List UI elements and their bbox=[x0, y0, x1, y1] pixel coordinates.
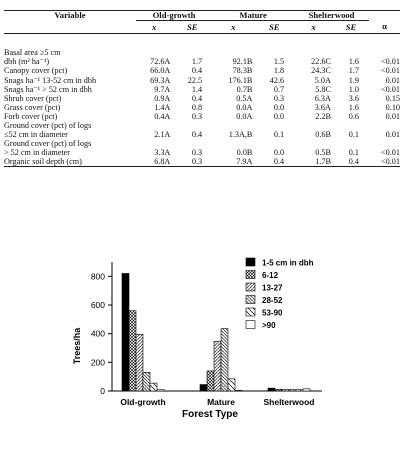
m-se-header: SE bbox=[268, 21, 280, 32]
cell-m-x: 78.3B bbox=[232, 66, 253, 76]
cell-m-x: 0.0A bbox=[236, 102, 253, 112]
cell-s-se: 3.6 bbox=[348, 93, 359, 103]
cell-s-x: 1.7B bbox=[294, 157, 333, 167]
row-label: ≤52 cm in diameter bbox=[4, 129, 68, 139]
table-row bbox=[4, 85, 400, 94]
cell-og-se: 0.4 bbox=[191, 129, 203, 139]
table-row bbox=[4, 121, 400, 130]
y-tick-label: 800 bbox=[90, 271, 105, 282]
cell-m-x: 0.5A bbox=[236, 93, 253, 103]
bar bbox=[228, 379, 235, 391]
cell-og-x: 0.9A bbox=[154, 93, 171, 103]
alpha-header: α bbox=[382, 21, 387, 32]
bar bbox=[221, 329, 228, 391]
s-se-header: SE bbox=[345, 21, 357, 32]
og-se-header: SE bbox=[186, 21, 198, 32]
table-row bbox=[4, 66, 400, 75]
cell-s-se: 1.7 bbox=[348, 66, 359, 76]
cell-s-x: 2.2B bbox=[315, 111, 331, 121]
cell-s-x: 6.3A bbox=[314, 93, 331, 103]
y-axis-label: Trees/ha bbox=[72, 327, 82, 365]
legend-label: >90 bbox=[262, 321, 276, 330]
cell-m-se: 1.8 bbox=[273, 66, 285, 76]
bar bbox=[129, 311, 136, 391]
cell-og-se: 1.7 bbox=[191, 57, 203, 67]
row-label: Canopy cover (pct) bbox=[4, 66, 68, 76]
bar bbox=[214, 342, 221, 391]
cell-m-se: 0.1 bbox=[273, 129, 285, 139]
row-label: Grass cover (pct) bbox=[4, 102, 61, 112]
legend-swatch bbox=[246, 296, 255, 304]
cell-s-se: 0.6 bbox=[348, 111, 359, 121]
cell-alpha: 0.10 bbox=[385, 102, 400, 112]
legend-label: 13-27 bbox=[262, 283, 283, 293]
cell-alpha: <0.01 bbox=[381, 147, 400, 157]
row-label: Ground cover (pct) of logs bbox=[4, 138, 92, 148]
legend-swatch bbox=[246, 271, 255, 279]
bar bbox=[296, 390, 303, 391]
old-growth-header: Old-growth bbox=[136, 11, 212, 21]
y-tick-label: 200 bbox=[90, 357, 105, 368]
legend-label: 53-90 bbox=[262, 308, 283, 318]
cell-s-x: 22.6C bbox=[311, 57, 331, 67]
trees-per-ha-chart bbox=[0, 250, 405, 450]
bar bbox=[303, 389, 310, 391]
cell-m-se: 0.4 bbox=[254, 157, 294, 167]
cell-og-x: 3.3A bbox=[154, 147, 171, 157]
bar bbox=[282, 390, 289, 391]
habitat-variables-table bbox=[4, 10, 400, 167]
cell-m-x: 92.1B bbox=[232, 57, 253, 67]
cell-s-x: 0.6B bbox=[315, 129, 331, 139]
bar bbox=[143, 372, 150, 391]
row-label: Ground cover (pct) of logs bbox=[4, 120, 92, 130]
row-label: dbh (m² ha⁻¹) bbox=[4, 57, 50, 67]
cell-og-se: 0.3 bbox=[191, 147, 203, 157]
m-x-header: x bbox=[231, 21, 236, 32]
cell-og-x: 9.7A bbox=[154, 84, 171, 94]
cell-s-se: 1.6 bbox=[348, 102, 359, 112]
cell-s-se: 0.1 bbox=[348, 129, 359, 139]
bar bbox=[157, 390, 164, 391]
table-row bbox=[4, 48, 400, 57]
bar bbox=[289, 390, 296, 391]
x-axis-label: Forest Type bbox=[182, 409, 238, 420]
cell-s-x: 5.8C bbox=[315, 84, 331, 94]
cell-og-se: 1.4 bbox=[191, 84, 203, 94]
cell-og-x: 66.0A bbox=[150, 66, 171, 76]
cell-og-se: 0.4 bbox=[191, 66, 203, 76]
cell-m-se: 0.0 bbox=[273, 147, 285, 157]
legend-swatch bbox=[246, 283, 255, 291]
table-row bbox=[4, 94, 400, 103]
legend-swatch bbox=[246, 308, 255, 316]
cell-og-x: 1.4A bbox=[154, 102, 171, 112]
cell-og-se: 0.4 bbox=[191, 93, 203, 103]
cell-alpha: 0.01 bbox=[385, 75, 400, 85]
table-row bbox=[4, 148, 400, 157]
legend-label: 28-52 bbox=[262, 296, 283, 305]
cell-og-se: 0.3 bbox=[191, 111, 203, 121]
cell-m-x: 7.9A bbox=[212, 157, 254, 167]
cell-m-se: 0.7 bbox=[273, 84, 285, 94]
cell-s-x: 0.5B bbox=[315, 147, 331, 157]
y-tick-label: 600 bbox=[90, 300, 105, 310]
x-category-label: Old-growth bbox=[120, 397, 166, 407]
cell-og-x: 6.8A bbox=[136, 157, 172, 167]
variable-header: Variable bbox=[54, 10, 86, 21]
cell-s-x: 5.0A bbox=[314, 75, 331, 85]
cell-alpha: 0.15 bbox=[385, 93, 400, 103]
cell-og-x: 2.1A bbox=[154, 129, 171, 139]
table-row bbox=[4, 139, 400, 148]
bar bbox=[275, 389, 282, 391]
cell-alpha: <0.01 bbox=[381, 57, 400, 67]
legend-swatch bbox=[246, 258, 255, 266]
table-row bbox=[4, 57, 400, 66]
row-label: > 52 cm in diameter bbox=[4, 147, 71, 157]
table-row bbox=[4, 112, 400, 121]
bar bbox=[268, 388, 275, 391]
bar bbox=[136, 334, 143, 391]
cell-m-se: 0.0 bbox=[273, 111, 285, 121]
row-label: Organic soil depth (cm) bbox=[4, 157, 136, 167]
cell-m-se: 42.6 bbox=[269, 75, 285, 85]
cell-m-x: 0.7B bbox=[236, 84, 253, 94]
table-row bbox=[4, 103, 400, 112]
cell-alpha: 0.01 bbox=[385, 129, 400, 139]
bar bbox=[200, 385, 207, 391]
table-row bbox=[4, 157, 400, 167]
cell-alpha: <0.01 bbox=[369, 157, 400, 167]
cell-s-se: 1.6 bbox=[348, 57, 359, 67]
shelterwood-header: Shelterwood bbox=[294, 11, 369, 21]
row-label: Snags ha⁻¹ > 52 cm in dbh bbox=[4, 84, 92, 94]
legend-label: 6-12 bbox=[262, 271, 279, 280]
cell-m-x: 1.3A,B bbox=[228, 129, 253, 139]
bar bbox=[207, 371, 214, 391]
cell-s-se: 0.4 bbox=[333, 157, 369, 167]
og-x-header: x bbox=[152, 21, 157, 32]
cell-alpha: <0.01 bbox=[381, 84, 400, 94]
bar bbox=[122, 273, 129, 391]
cell-alpha: 0.01 bbox=[385, 111, 400, 121]
s-x-header: x bbox=[311, 21, 316, 32]
x-category-label: Mature bbox=[207, 397, 235, 407]
row-label: Forb cover (pct) bbox=[4, 111, 58, 121]
table-row bbox=[4, 76, 400, 85]
cell-og-se: 0.8 bbox=[191, 102, 203, 112]
cell-s-se: 1.0 bbox=[348, 84, 359, 94]
cell-s-x: 3.6A bbox=[314, 102, 331, 112]
cell-og-se: 22.5 bbox=[187, 75, 203, 85]
table-row bbox=[4, 130, 400, 139]
y-tick-label: 0 bbox=[100, 386, 105, 396]
cell-og-x: 72.6A bbox=[150, 57, 171, 67]
cell-alpha: <0.01 bbox=[381, 66, 400, 76]
row-label: Shrub cover (pct) bbox=[4, 93, 62, 103]
legend-swatch bbox=[246, 321, 255, 329]
bar bbox=[235, 390, 242, 391]
cell-og-se: 0.3 bbox=[172, 157, 212, 167]
cell-m-se: 0.3 bbox=[273, 93, 285, 103]
x-category-label: Shelterwood bbox=[263, 397, 315, 407]
row-label: Basal area ≥5 cm bbox=[4, 48, 61, 58]
cell-og-x: 69.3A bbox=[150, 75, 171, 85]
cell-m-se: 1.5 bbox=[273, 57, 285, 67]
row-label: Snags ha⁻¹ 13-52 cm in dbh bbox=[4, 75, 97, 85]
cell-s-x: 24.3C bbox=[311, 66, 331, 76]
cell-m-x: 0.0A bbox=[236, 111, 253, 121]
legend-label: 1-5 cm in dbh bbox=[262, 258, 314, 268]
cell-og-x: 0.4A bbox=[154, 111, 171, 121]
cell-s-se: 0.1 bbox=[348, 147, 359, 157]
bar bbox=[150, 383, 157, 391]
y-tick-label: 400 bbox=[90, 328, 105, 339]
cell-m-se: 0.0 bbox=[273, 102, 285, 112]
mature-header: Mature bbox=[212, 11, 294, 21]
cell-s-se: 1.9 bbox=[348, 75, 359, 85]
cell-m-x: 176.1B bbox=[228, 75, 253, 85]
cell-m-x: 0.0B bbox=[236, 147, 253, 157]
